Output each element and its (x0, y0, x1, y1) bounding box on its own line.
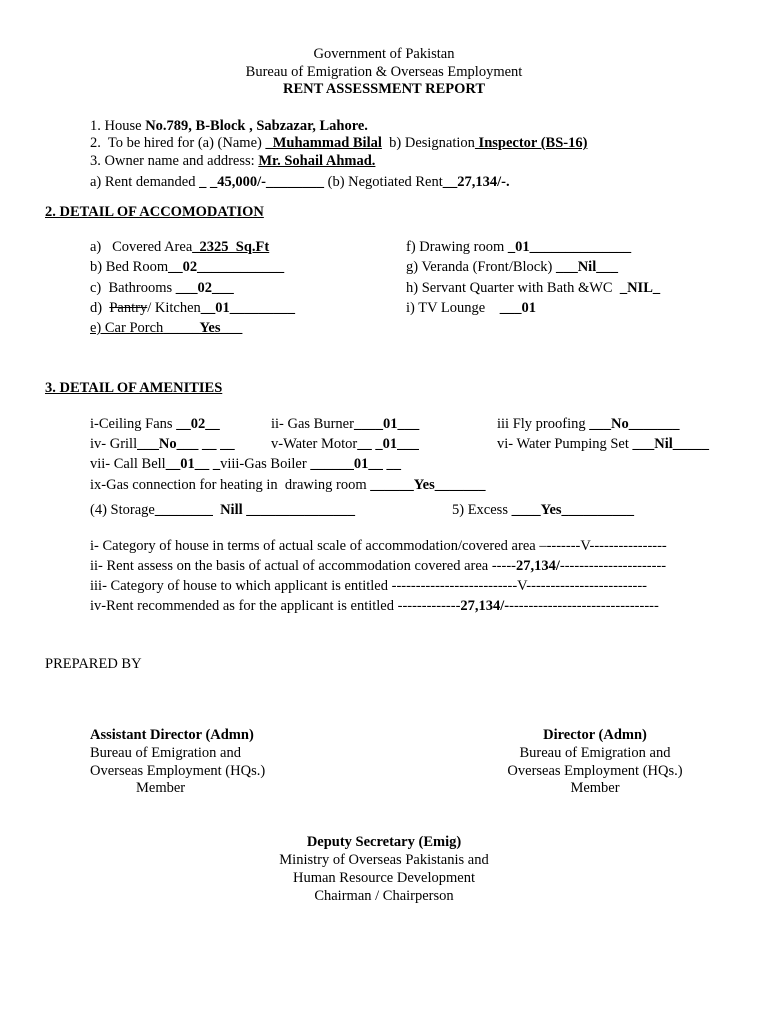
rent-line (90, 174, 510, 191)
drawing-room-label: f) Drawing room (406, 239, 508, 255)
tv-lounge-line (406, 300, 536, 317)
covered-area-line (90, 239, 269, 256)
bottom-signatory-title: Deputy Secretary (Emig) (306, 834, 462, 850)
servant-quarter-label: h) Servant Quarter with Bath &WC (406, 280, 620, 296)
excess-value: ____Yes__________ (511, 502, 635, 518)
bottom-signatory-org-1: Ministry of Overseas Pakistanis and (279, 852, 489, 868)
bed-room-value: __02____________ (168, 259, 285, 275)
assessment-line-2-tail: ---------------------- (559, 558, 667, 574)
right-signatory-role: Member (570, 780, 620, 796)
accommodation-heading: 2. DETAIL OF ACCOMODATION (45, 204, 264, 220)
left-signatory-org-1: Bureau of Emigration and (90, 745, 241, 761)
call-bell-line (90, 456, 401, 473)
excess-line (452, 502, 634, 519)
drawing-room-value: _01______________ (507, 239, 632, 255)
fly-proofing-label: iii Fly proofing (497, 416, 590, 432)
water-motor-label: v-Water Motor (271, 436, 358, 452)
rent-demanded-value: _ _45,000/-________ (199, 174, 324, 190)
call-bell-value: __01__ _ (165, 456, 221, 472)
hired-label: 2. To be hired for (a) (Name) (90, 135, 266, 151)
water-motor-value: __ _01___ (357, 436, 419, 452)
hired-name: _Muhammad Bilal (265, 135, 382, 151)
veranda-value: ___Nil___ (555, 259, 618, 275)
grill-label: iv- Grill (90, 436, 138, 452)
house-label: 1. House (90, 118, 146, 134)
prepared-by: PREPARED BY (45, 656, 142, 672)
veranda-line (406, 259, 618, 276)
designation-value: Inspector (BS-16) (474, 135, 588, 151)
assessment-line-4-tail: ------------------------------- (509, 598, 659, 614)
gas-boiler-label: viii-Gas Boiler (220, 456, 311, 472)
assessment-line-2 (90, 558, 666, 575)
car-porch-value: _____Yes___ (163, 320, 243, 336)
pumping-set-label: vi- Water Pumping Set (497, 436, 633, 452)
bathrooms-value: ___02___ (175, 280, 234, 296)
storage-line (90, 502, 355, 519)
kitchen-value: __01_________ (200, 300, 296, 316)
gas-burner-line (271, 416, 419, 433)
pantry-prefix: d) (90, 300, 110, 316)
negotiated-label: (b) Negotiated Rent (323, 174, 443, 190)
owner-value: Mr. Sohail Ahmad. (258, 153, 376, 169)
gas-heating-line (90, 477, 485, 494)
covered-area-value: _2325 Sq.Ft (192, 239, 270, 255)
grill-value: ___No___ __ __ (137, 436, 235, 452)
right-signatory-org-2: Overseas Employment (HQs.) (507, 763, 683, 779)
pumping-set-line (497, 436, 709, 453)
right-signatory-title: Director (Admn) (543, 727, 647, 743)
assessment-line-4-text: iv-Rent recommended as for the applicant is entitled ------------- (90, 598, 461, 614)
assessment-rent-value: 27,134/ (515, 558, 560, 574)
amenities-heading: 3. DETAIL OF AMENITIES (45, 380, 223, 396)
bed-room-label: b) Bed Room (90, 259, 169, 275)
gas-boiler-value: ______01__ __ (310, 456, 401, 472)
rent-demanded-label: a) Rent demanded (90, 174, 200, 190)
excess-label: 5) Excess (452, 502, 512, 518)
storage-label: (4) Storage (90, 502, 155, 518)
covered-area-label: a) Covered Area (90, 239, 193, 255)
report-title: RENT ASSESSMENT REPORT (282, 81, 486, 97)
right-signatory-org-1: Bureau of Emigration and (519, 745, 671, 761)
veranda-label: g) Veranda (Front/Block) (406, 259, 556, 275)
pumping-set-value: ___Nil_____ (632, 436, 710, 452)
left-signatory-title: Assistant Director (Admn) (90, 727, 254, 743)
fly-proofing-line (497, 416, 679, 433)
left-signatory-org-2: Overseas Employment (HQs.) (90, 763, 266, 779)
bottom-signatory-org-2: Human Resource Development (292, 870, 475, 886)
assessment-line-2-text: ii- Rent assess on the basis of actual of accommodation covered area ----- (90, 558, 516, 574)
fly-proofing-value: ___No_______ (589, 416, 680, 432)
left-signatory-role: Member (136, 780, 186, 796)
call-bell-label: vii- Call Bell (90, 456, 166, 472)
servant-quarter-value: _NIL_ (619, 280, 661, 296)
negotiated-value: __27,134/-. (442, 174, 510, 190)
hired-line (90, 135, 587, 152)
kitchen-label: / Kitchen (147, 300, 201, 316)
owner-line (90, 153, 375, 170)
gas-burner-label: ii- Gas Burner (271, 416, 354, 432)
tv-lounge-label: i) TV Lounge (406, 300, 500, 316)
pantry-struck-label: Pantry (109, 300, 148, 316)
house-value: No.789, B-Block , Sabzazar, Lahore. (145, 118, 368, 134)
storage-value: ________ Nill _______________ (154, 502, 356, 518)
assessment-line-4 (90, 598, 659, 615)
drawing-room-line (406, 239, 631, 256)
water-motor-line (271, 436, 419, 453)
owner-label: 3. Owner name and address: (90, 153, 259, 169)
bed-room-line (90, 259, 284, 276)
assessment-line-3: iii- Category of house to which applicant is entitled --------------------------V------------------------- (90, 578, 648, 594)
ceiling-fans-line (90, 416, 220, 433)
pantry-kitchen-line (90, 300, 295, 317)
designation-label: b) Designation (381, 135, 475, 151)
ceiling-fans-label: i-Ceiling Fans (90, 416, 177, 432)
bathrooms-line (90, 280, 234, 297)
house-line (90, 118, 368, 135)
gas-heating-value: ______Yes_______ (370, 477, 486, 493)
ceiling-fans-value: __02__ (176, 416, 220, 432)
servant-quarter-line (406, 280, 660, 297)
car-porch-line (90, 320, 242, 337)
grill-line (90, 436, 235, 453)
assessment-line-1: i- Category of house in terms of actual scale of accommodation/covered area –-------V---------------- (90, 538, 667, 554)
gas-burner-value: ____01___ (353, 416, 420, 432)
car-porch-label: e) Car Porch (90, 320, 164, 336)
header-line-2: Bureau of Emigration & Overseas Employment (245, 64, 523, 80)
recommended-rent-value: 27,134/- (460, 598, 510, 614)
header-line-1: Government of Pakistan (313, 46, 455, 62)
tv-lounge-value: ___01 (499, 300, 536, 316)
bottom-signatory-role: Chairman / Chairperson (314, 888, 454, 904)
gas-heating-label: ix-Gas connection for heating in drawing room (90, 477, 371, 493)
bathrooms-label: c) Bathrooms (90, 280, 176, 296)
